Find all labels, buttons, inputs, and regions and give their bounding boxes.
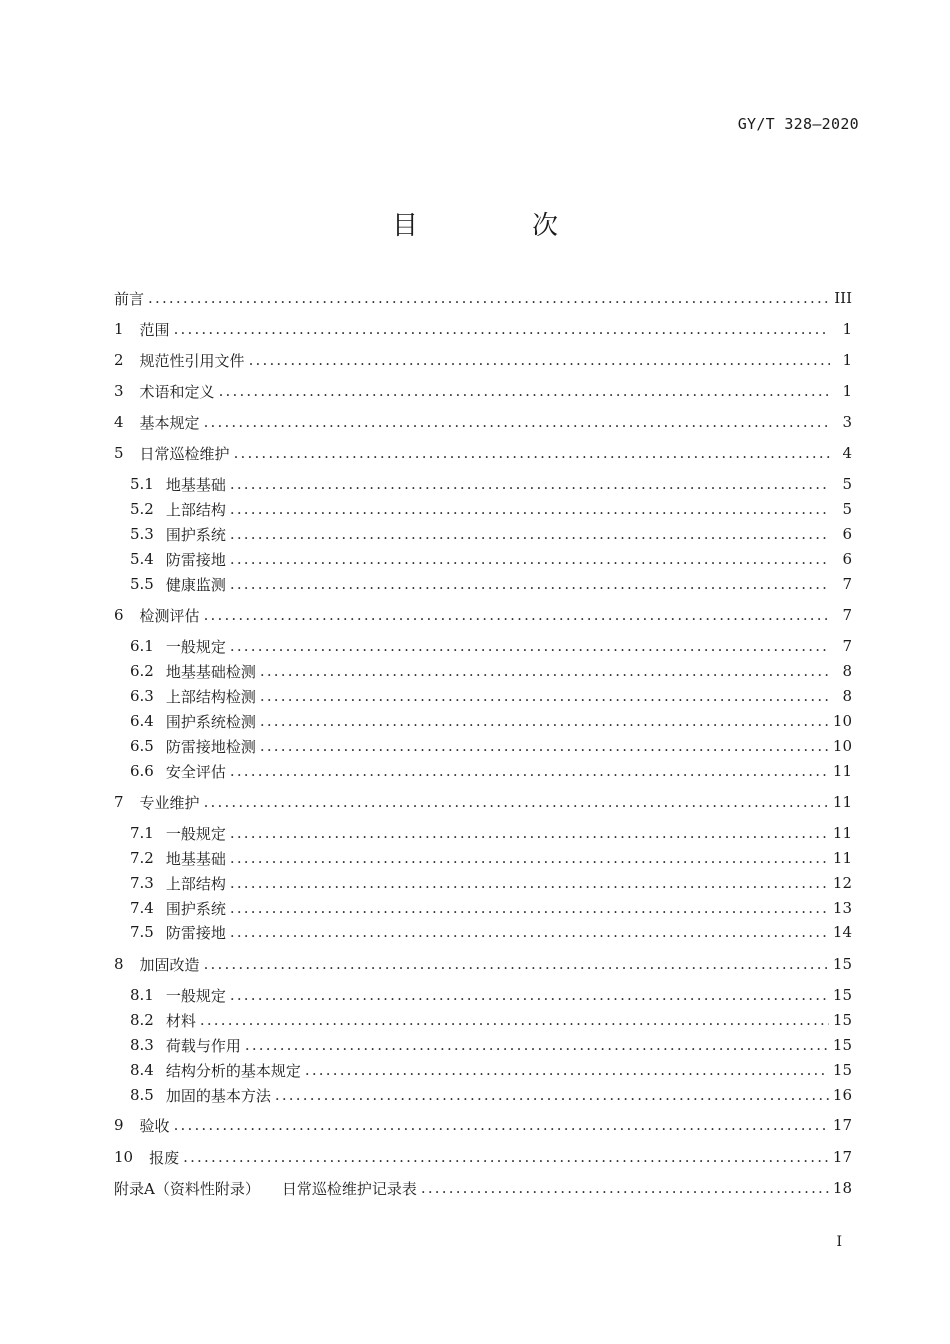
toc-entry-label: 围护系统: [165, 899, 226, 918]
toc-dot-leader: [230, 849, 829, 867]
toc-entry-number: 5.4: [130, 550, 154, 568]
toc-entry[interactable]: [114, 759, 852, 783]
toc-entry-label: 结构分析的基本规定: [165, 1061, 301, 1080]
toc-entry-page: 15: [832, 986, 852, 1004]
toc-entry-number: 4: [114, 413, 124, 431]
toc-dot-leader: [230, 500, 830, 518]
toc-entry-page: 7: [842, 637, 852, 655]
toc-entry-label: 上部结构: [165, 874, 226, 893]
toc-entry-label: 安全评估: [165, 762, 226, 781]
standard-code: GY/T 328—2020: [737, 115, 859, 133]
toc-entry[interactable]: [114, 1176, 852, 1200]
toc-entry-page: 11: [832, 849, 852, 867]
toc-entry-number: 8.3: [130, 1036, 154, 1054]
toc-dot-leader: [230, 475, 830, 493]
toc-entry-label: 加固改造: [139, 955, 200, 974]
toc-dot-leader: [174, 320, 830, 338]
toc-entry[interactable]: [114, 1145, 852, 1169]
toc-dot-leader: [230, 824, 829, 842]
toc-entry-number: 5.5: [130, 575, 154, 593]
toc-dot-leader: [200, 1011, 829, 1029]
toc-entry[interactable]: [114, 1058, 852, 1082]
toc-entry-page: 10: [832, 712, 852, 730]
toc-entry-number: 6: [114, 606, 124, 624]
toc-dot-leader: [230, 575, 830, 593]
toc-dot-leader: [249, 351, 830, 369]
toc-entry-number: 1: [114, 320, 124, 338]
toc-entry-number: 5.1: [130, 475, 154, 493]
toc-dot-leader: [174, 1116, 829, 1134]
toc-entry-page: 1: [842, 382, 852, 400]
toc-dot-leader: [204, 413, 830, 431]
toc-entry-page: 16: [832, 1086, 852, 1104]
toc-entry-label: 防雷接地: [165, 550, 226, 569]
toc-dot-leader: [219, 382, 830, 400]
toc-dot-leader: [204, 606, 830, 624]
toc-entry-page: 8: [842, 687, 852, 705]
toc-entry-number: 3: [114, 382, 124, 400]
toc-entry-number: 7.4: [130, 899, 154, 917]
toc-entry[interactable]: [114, 1083, 852, 1107]
toc-entry[interactable]: [114, 920, 852, 944]
toc-entry-label: 防雷接地: [165, 923, 226, 942]
toc-entry[interactable]: [114, 983, 852, 1007]
toc-entry[interactable]: [114, 821, 852, 845]
toc-entry[interactable]: [114, 286, 852, 310]
toc-entry-page: 15: [832, 1036, 852, 1054]
toc-entry[interactable]: [114, 659, 852, 683]
toc-dot-leader: [260, 737, 829, 755]
toc-dot-leader: [275, 1086, 829, 1104]
toc-entry-page: 10: [832, 737, 852, 755]
toc-entry-label: 范围: [139, 320, 170, 339]
toc-entry-number: 5: [114, 444, 124, 462]
toc-entry-page: 3: [842, 413, 852, 431]
toc-entry[interactable]: [114, 709, 852, 733]
toc-entry-page: 17: [832, 1116, 852, 1134]
toc-entry-number: 7.1: [130, 824, 154, 842]
toc-entry-label: 报废: [149, 1148, 180, 1167]
page-title: 目 次: [391, 211, 602, 241]
toc-dot-leader: [230, 550, 830, 568]
toc-entry[interactable]: [114, 734, 852, 758]
toc-dot-leader: [230, 525, 830, 543]
toc-entry-number: 8.4: [130, 1061, 154, 1079]
toc-dot-leader: [260, 687, 830, 705]
toc-entry[interactable]: [114, 684, 852, 708]
toc-entry[interactable]: [114, 410, 852, 434]
toc-entry-page: 18: [832, 1179, 852, 1197]
toc-entry-label: 日常巡检维护: [139, 444, 230, 463]
toc-entry-label: 材料: [165, 1011, 196, 1030]
toc-entry[interactable]: [114, 896, 852, 920]
toc-entry-label: 一般规定: [165, 637, 226, 656]
toc-dot-leader: [234, 444, 830, 462]
toc-entry-page: 14: [832, 923, 852, 941]
toc-entry-page: 1: [842, 351, 852, 369]
page-number: I: [836, 1234, 842, 1250]
toc-entry-number: 7.2: [130, 849, 154, 867]
toc-entry-page: 1: [842, 320, 852, 338]
toc-entry-page: 13: [832, 899, 852, 917]
toc-entry-number: 5.3: [130, 525, 154, 543]
toc-dot-leader: [230, 637, 830, 655]
toc-dot-leader: [230, 923, 829, 941]
toc-entry-label: 一般规定: [165, 824, 226, 843]
toc-entry[interactable]: [114, 603, 852, 627]
toc-entry-page: 8: [842, 662, 852, 680]
toc-entry-label: 地基基础检测: [165, 662, 256, 681]
toc-entry-label: 地基基础: [165, 475, 226, 494]
toc-entry-label: 围护系统: [165, 525, 226, 544]
toc-dot-leader: [230, 986, 829, 1004]
toc-entry[interactable]: [114, 317, 852, 341]
toc-dot-leader: [204, 955, 829, 973]
toc-entry[interactable]: [114, 634, 852, 658]
toc-entry[interactable]: [114, 1033, 852, 1057]
toc-dot-leader: [305, 1061, 829, 1079]
toc-entry-number: 8.2: [130, 1011, 154, 1029]
toc-entry-number: 5.2: [130, 500, 154, 518]
toc-entry[interactable]: [114, 1113, 852, 1137]
toc-entry[interactable]: [114, 547, 852, 571]
toc-entry-label: 地基基础: [165, 849, 226, 868]
toc-entry-page: 15: [832, 955, 852, 973]
toc-entry-number: 6.2: [130, 662, 154, 680]
toc-entry-number: 7.3: [130, 874, 154, 892]
toc-entry-page: 6: [842, 550, 852, 568]
toc-entry-page: 4: [842, 444, 852, 462]
toc-dot-leader: [230, 762, 829, 780]
toc-entry-number: 6.6: [130, 762, 154, 780]
toc-entry-page: 7: [842, 575, 852, 593]
toc-dot-leader: [204, 793, 829, 811]
toc-entry[interactable]: [114, 472, 852, 496]
toc-entry-number: 10: [114, 1148, 134, 1166]
toc-entry-number: 6.3: [130, 687, 154, 705]
toc-entry-label: 健康监测: [165, 575, 226, 594]
toc-entry-page: III: [834, 289, 852, 307]
toc-entry[interactable]: [114, 790, 852, 814]
toc-entry[interactable]: [114, 522, 852, 546]
toc-dot-leader: [230, 874, 829, 892]
toc-entry[interactable]: [114, 572, 852, 596]
toc-entry-number: 9: [114, 1116, 124, 1134]
toc-entry-page: 17: [832, 1148, 852, 1166]
toc-entry[interactable]: [114, 846, 852, 870]
toc-entry-label: 日常巡检维护记录表: [281, 1179, 417, 1198]
toc-entry[interactable]: [114, 441, 852, 465]
toc-entry[interactable]: [114, 348, 852, 372]
toc-entry-number: 6.5: [130, 737, 154, 755]
toc-entry-page: 11: [832, 793, 852, 811]
toc-entry-number: 7.5: [130, 923, 154, 941]
toc-dot-leader: [421, 1179, 829, 1197]
toc-entry-label: 上部结构检测: [165, 687, 256, 706]
toc-entry-label: 防雷接地检测: [165, 737, 256, 756]
toc-entry-page: 7: [842, 606, 852, 624]
toc-entry-number: 8.5: [130, 1086, 154, 1104]
toc-entry-label: 检测评估: [139, 606, 200, 625]
toc-entry-number: 6.4: [130, 712, 154, 730]
toc-entry-number: 8.1: [130, 986, 154, 1004]
toc-dot-leader: [183, 1148, 829, 1166]
toc-entry-page: 11: [832, 762, 852, 780]
toc-entry-label: 专业维护: [139, 793, 200, 812]
toc-entry[interactable]: [114, 379, 852, 403]
toc-dot-leader: [230, 899, 829, 917]
toc-dot-leader: [260, 662, 830, 680]
toc-entry-label: 一般规定: [165, 986, 226, 1005]
toc-entry-number: 8: [114, 955, 124, 973]
toc-entry-page: 5: [842, 475, 852, 493]
toc-entry-number: 7: [114, 793, 124, 811]
toc-entry-label: 加固的基本方法: [165, 1086, 271, 1105]
toc-entry-number: 2: [114, 351, 124, 369]
toc-entry[interactable]: [114, 952, 852, 976]
toc-entry-page: 6: [842, 525, 852, 543]
toc-entry-label: 基本规定: [139, 413, 200, 432]
toc-entry-number: 附录A（资料性附录）: [114, 1179, 260, 1198]
toc-dot-leader: [245, 1036, 829, 1054]
toc-entry-page: 11: [832, 824, 852, 842]
toc-entry-label: 术语和定义: [139, 382, 215, 401]
toc-entry-label: 验收: [139, 1116, 170, 1135]
toc-entry-label: 前言: [114, 289, 145, 308]
toc-entry-label: 规范性引用文件: [139, 351, 245, 370]
toc-entry[interactable]: [114, 497, 852, 521]
toc-entry-label: 荷载与作用: [165, 1036, 241, 1055]
toc-entry[interactable]: [114, 1008, 852, 1032]
toc-entry-page: 15: [832, 1011, 852, 1029]
toc-dot-leader: [148, 289, 830, 307]
toc-entry-label: 围护系统检测: [165, 712, 256, 731]
toc-entry-number: 6.1: [130, 637, 154, 655]
toc-entry-page: 12: [832, 874, 852, 892]
toc-dot-leader: [260, 712, 829, 730]
toc-entry-page: 15: [832, 1061, 852, 1079]
toc-entry-label: 上部结构: [165, 500, 226, 519]
toc-entry-page: 5: [842, 500, 852, 518]
toc-entry[interactable]: [114, 871, 852, 895]
